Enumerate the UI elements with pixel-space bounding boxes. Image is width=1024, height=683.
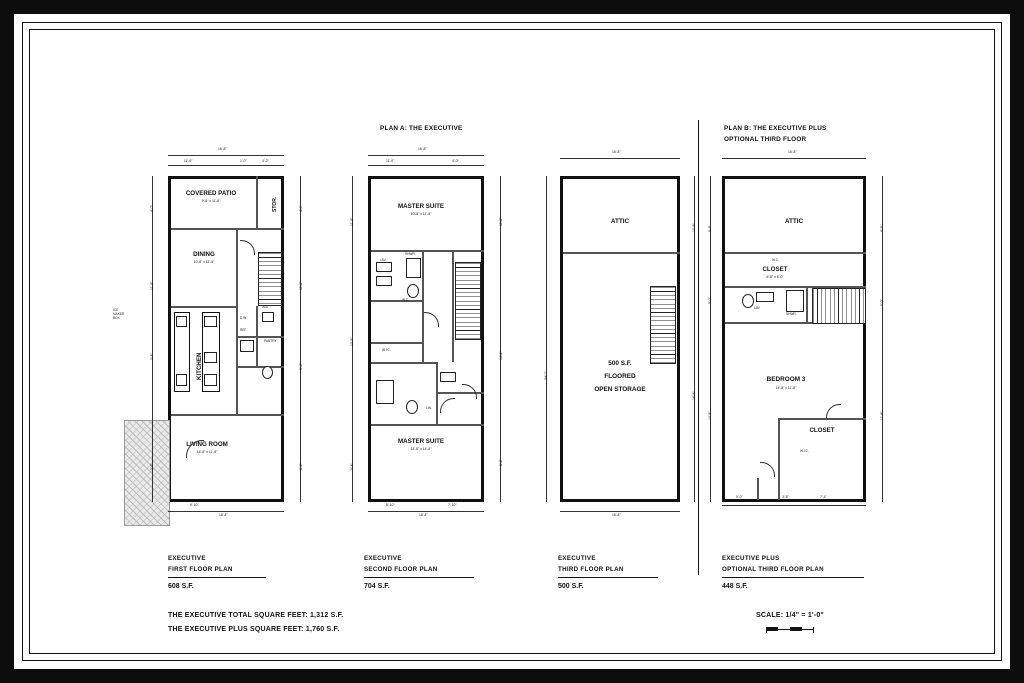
- stair-run: [258, 252, 282, 306]
- note-ice-maker: ICE MAKER BOX: [113, 308, 125, 320]
- wall-right: [281, 176, 284, 502]
- partitionb-closet2-top: [778, 418, 866, 420]
- room-label-dining: DINING: [193, 251, 215, 258]
- refrigerator-fixture: [176, 374, 187, 386]
- room-label-master-top: MASTER SUITE: [397, 203, 445, 210]
- wall2-right: [481, 176, 484, 502]
- wallb-top: [722, 176, 866, 179]
- dim-top-overall: 16'-8": [218, 147, 227, 151]
- room-label-closet-b: CLOSET: [762, 266, 788, 273]
- dimb-right-b: 5'-0": [880, 299, 884, 306]
- dim2-left-c: 9'-4": [350, 463, 354, 470]
- dimb-bottom-c: 7'-4": [820, 495, 827, 499]
- dim-right-d: 3'-6": [299, 463, 303, 470]
- caption-1-line2: FIRST FLOOR PLAN: [168, 566, 233, 573]
- dim2-top-line: [368, 155, 484, 156]
- wallb-left: [722, 176, 725, 502]
- range-fixture: [204, 316, 217, 327]
- stairb-run: [812, 288, 866, 324]
- dim2-top-overall: 16'-8": [418, 147, 427, 151]
- partition2-hall: [422, 250, 424, 362]
- wall3-left: [560, 176, 563, 502]
- room-label-living: LIVING ROOM: [186, 441, 228, 448]
- dim3-left-a: 34'-0": [544, 371, 548, 380]
- dim-top-a: 11'-6": [184, 159, 193, 163]
- room-label-open-storage: OPEN STORAGE: [594, 386, 646, 393]
- room-sub-living: 14'-8" x 11'-8": [196, 450, 218, 454]
- dim2-right-c: 8'-8": [499, 459, 503, 466]
- stair3-run: [650, 286, 676, 364]
- partitionb-bath-side: [806, 286, 808, 322]
- scale-bar: [766, 627, 814, 633]
- note-ref: REF.: [240, 328, 247, 332]
- room-sub-closet-b: 6'-8" x 5'-0": [766, 275, 784, 279]
- dimb-right-c: 11'-8": [880, 411, 884, 420]
- plan-b-title-line1: PLAN B: THE EXECUTIVE PLUS: [724, 125, 827, 132]
- dimb-left-c: 13'-8": [708, 411, 712, 420]
- dim3-bottom-line: [560, 511, 680, 512]
- note2-wic: W.I.C.: [382, 348, 391, 352]
- dim-top-c: 4'-2": [262, 159, 269, 163]
- caption-2-sf: 704 S.F.: [364, 583, 390, 590]
- dim-top-b: 1'-0": [240, 159, 247, 163]
- entry-walk-hatch: [124, 420, 170, 526]
- dim3-left-line: [546, 176, 547, 502]
- room-label-attic-3: ATTIC: [610, 218, 630, 225]
- caption-4-rule: [722, 577, 864, 578]
- dim3-top-overall: 16'-8": [612, 150, 621, 154]
- dim2-right-b: 14'-8": [499, 351, 503, 360]
- partition2-master-bottom: [371, 424, 484, 426]
- noteb-shwr: SHWR.: [786, 312, 797, 316]
- room-label-covered-patio: COVERED PATIO: [185, 190, 237, 197]
- dim-left-d: 3'-6": [150, 463, 154, 470]
- room-sub-master-top: 10'-8" x 11'-8": [410, 212, 432, 216]
- room-sub-dining: 10'-8" x 11'-8": [193, 260, 215, 264]
- toilet-fixture-2c: [406, 400, 418, 414]
- total-sf-executive: THE EXECUTIVE TOTAL SQUARE FEET: 1,312 S.F.: [168, 612, 344, 619]
- plan-divider: [698, 120, 699, 575]
- wall-bottom: [168, 499, 284, 502]
- sink-fixture: [176, 316, 187, 327]
- dimb-bottom-a: 5'-0": [736, 495, 743, 499]
- partition-pantry: [236, 336, 284, 338]
- shower-fixture-2: [406, 258, 421, 278]
- dim-bottom-overall: 16'-8": [219, 513, 228, 517]
- dim-right-a: 4'-0": [299, 205, 303, 212]
- room-label-master-bottom: MASTER SUITE: [397, 438, 445, 445]
- room-label-floored: FLOORED: [604, 373, 636, 380]
- partition-storage: [256, 176, 258, 230]
- partitionb-wall-small: [757, 478, 759, 500]
- noteb-wc: W.C.: [772, 258, 779, 262]
- dim-left-b: 11'-8": [150, 281, 154, 290]
- partition-bath-bottom: [236, 366, 284, 368]
- toilet-fixture-b: [742, 294, 754, 308]
- dim2-left-a: 11'-8": [350, 217, 354, 226]
- wallb-right: [863, 176, 866, 502]
- partition-dining-kitchen: [171, 306, 237, 308]
- dim3-right-a: 13'-8": [692, 223, 696, 232]
- caption-3-sf: 500 S.F.: [558, 583, 584, 590]
- room-label-bedroom3: BEDROOM 3: [766, 376, 806, 383]
- dimb-top-overall: 16'-8": [788, 150, 797, 154]
- room-label-500sf: 500 S.F.: [608, 360, 632, 367]
- dimb-bottom-line: [722, 505, 866, 506]
- caption-2-line1: EXECUTIVE: [364, 555, 402, 562]
- dim2-top-a: 11'-0": [386, 159, 395, 163]
- partition2-bath2-split: [437, 392, 484, 394]
- caption-4-sf: 448 S.F.: [722, 583, 748, 590]
- partitionb-closet2-side: [778, 418, 780, 500]
- dim2-left-b: 13'-8": [350, 337, 354, 346]
- wall2-bottom: [368, 499, 484, 502]
- partition2-bath-b: [371, 342, 423, 344]
- dim3-top-line: [560, 158, 680, 159]
- dim-bottom-a: 9'-10": [190, 503, 199, 507]
- dimb-right-a: 8'-8": [880, 225, 884, 232]
- noteb-wic: W.I.C.: [800, 449, 809, 453]
- pantry-fixture: [240, 340, 254, 352]
- plan-b-title-line2: OPTIONAL THIRD FLOOR: [724, 136, 807, 143]
- dim2-bottom-overall: 16'-8": [419, 513, 428, 517]
- dim-left-line: [152, 176, 153, 502]
- laundry-fixture: [262, 312, 274, 322]
- dim-right-c: 9'-4": [299, 363, 303, 370]
- room-label-attic-b: ATTIC: [784, 218, 804, 225]
- dimb-bottom-b: 3'-8": [782, 495, 789, 499]
- partition2-stair-wall: [452, 250, 454, 362]
- lav-fixture-2: [376, 262, 392, 272]
- shower-fixture-b: [786, 290, 804, 312]
- room-sub-master-bottom: 14'-8" x 14'-8": [410, 447, 432, 451]
- dim3-right-b: 16'-8": [692, 391, 696, 400]
- wall-top: [168, 176, 284, 179]
- partition2-bath-a: [371, 300, 423, 302]
- caption-3-line1: EXECUTIVE: [558, 555, 596, 562]
- caption-4-line2: OPTIONAL THIRD FLOOR PLAN: [722, 566, 824, 573]
- toilet-fixture-2: [407, 284, 419, 298]
- caption-4-line1: EXECUTIVE PLUS: [722, 555, 780, 562]
- scale-label: SCALE: 1/4" = 1'-0": [756, 612, 824, 619]
- partition2-mid: [371, 362, 437, 364]
- partition3-attic: [563, 252, 680, 254]
- note-wd: W/D: [262, 305, 269, 309]
- lav-fixture-2b: [376, 276, 392, 286]
- wall2-left: [368, 176, 371, 502]
- lav-fixture-b: [756, 292, 774, 302]
- caption-2-rule: [364, 577, 474, 578]
- dim-left-c: 3'-4": [150, 353, 154, 360]
- dim2-bottom-b: 7'-10": [448, 503, 457, 507]
- partitionb-attic: [725, 252, 866, 254]
- dim2-bottom-a: 8'-10": [386, 503, 395, 507]
- room-label-kitchen: KITCHEN: [196, 352, 203, 380]
- caption-1-rule: [168, 577, 266, 578]
- wallb-bottom: [722, 499, 866, 502]
- dishwasher-fixture: [204, 352, 217, 363]
- dim-top-line2: [168, 165, 284, 166]
- dimb-left-a: 8'-8": [708, 225, 712, 232]
- tub-fixture-2: [376, 380, 394, 404]
- noteb-lav: LAV.: [754, 306, 761, 310]
- stair2-run: [455, 262, 481, 340]
- dim3-bottom-overall: 16'-8": [612, 513, 621, 517]
- caption-1-sf: 608 S.F.: [168, 583, 194, 590]
- note2-lav: LAV.: [380, 258, 387, 262]
- room-sub-bedroom3: 14'-8" x 11'-8": [775, 386, 797, 390]
- dim2-top-line2: [368, 165, 484, 166]
- partitionb-bath: [725, 322, 815, 324]
- partition2-master-top: [371, 250, 484, 252]
- plan-a-title: PLAN A: THE EXECUTIVE: [380, 125, 463, 132]
- wall3-right: [677, 176, 680, 502]
- dim-right-line: [300, 176, 301, 502]
- caption-3-line2: THIRD FLOOR PLAN: [558, 566, 624, 573]
- total-sf-executive-plus: THE EXECUTIVE PLUS SQUARE FEET: 1,760 S.F.: [168, 626, 340, 633]
- note-pantry: PANTRY: [264, 339, 277, 343]
- dim-left-a: 4'-0": [150, 205, 154, 212]
- dim2-right-a: 11'-8": [499, 217, 503, 226]
- wall3-bottom: [560, 499, 680, 502]
- note2-lin: LIN.: [426, 406, 432, 410]
- dim-top-line: [168, 155, 284, 156]
- lav-fixture-2c: [440, 372, 456, 382]
- dimb-left-b: 5'-0": [708, 297, 712, 304]
- dim2-bottom-line: [368, 511, 484, 512]
- cabinet-fixture: [204, 374, 217, 386]
- caption-1-line1: EXECUTIVE: [168, 555, 206, 562]
- note2-wc: W.C.: [402, 298, 409, 302]
- caption-2-line2: SECOND FLOOR PLAN: [364, 566, 438, 573]
- dimb-top-line: [722, 158, 866, 159]
- dim2-top-b: 4'-0": [452, 159, 459, 163]
- dim-bottom-line: [168, 511, 284, 512]
- wall3-top: [560, 176, 680, 179]
- room-label-closet2-b: CLOSET: [809, 427, 835, 434]
- partition-patio: [171, 228, 284, 230]
- room-label-storage: STOR.: [272, 196, 278, 212]
- wall2-top: [368, 176, 484, 179]
- note-dw: D.W.: [240, 316, 247, 320]
- note2-shwr: SHWR.: [405, 252, 416, 256]
- caption-3-rule: [558, 577, 658, 578]
- toilet-fixture: [262, 366, 273, 379]
- room-sub-covered-patio: 9'-8" x 11'-8": [201, 199, 221, 203]
- partition-living: [171, 414, 284, 416]
- dim-right-b: 11'-8": [299, 281, 303, 290]
